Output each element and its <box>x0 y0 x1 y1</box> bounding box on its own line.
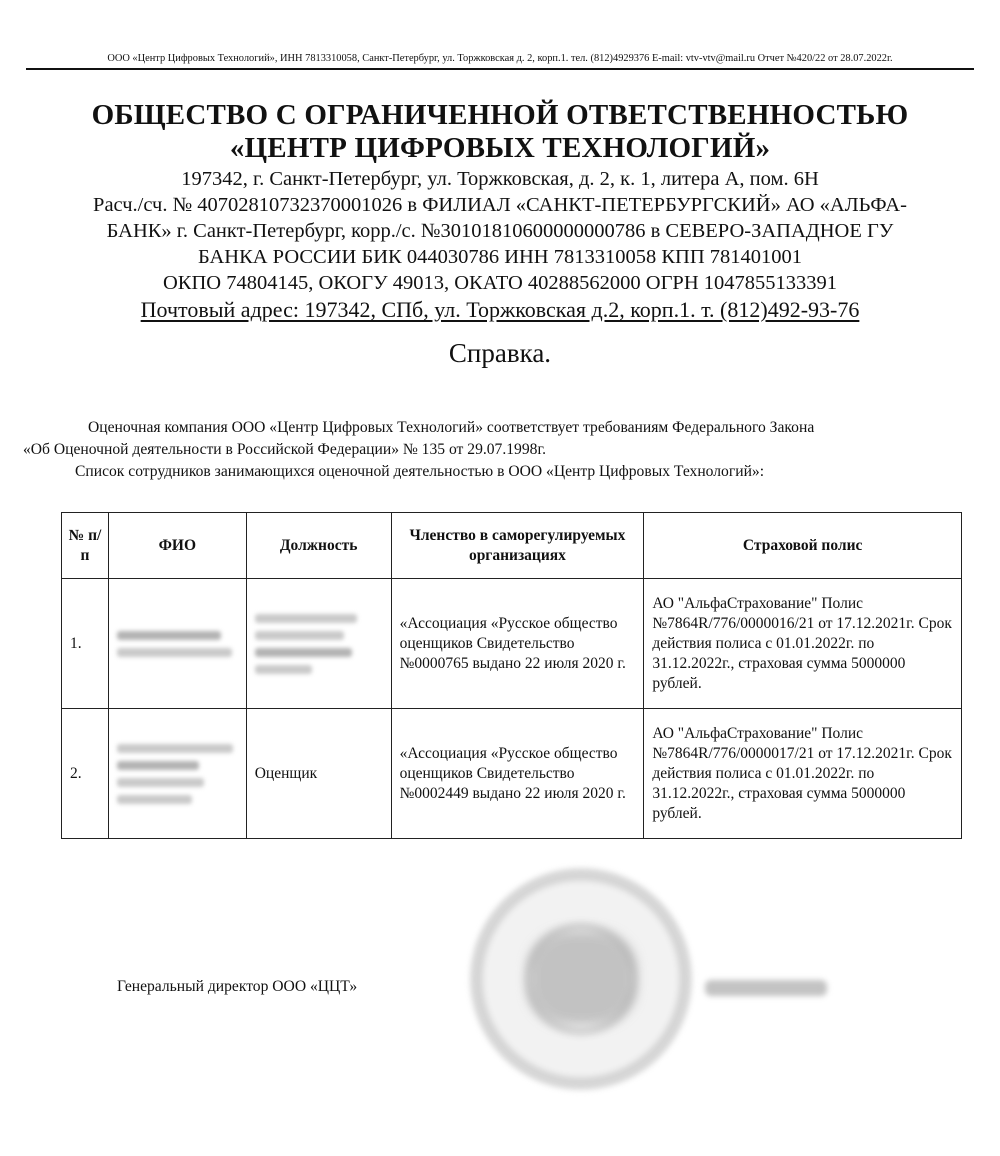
table-row <box>62 579 962 709</box>
membership-cell: «Ассоциация «Русское общество оценщиков Свидетельство №0002449 выдано 22 июля 2020 г. <box>391 709 644 839</box>
insurance-cell: АО "АльфаСтрахование" Полис №7864R/776/0000016/21 от 17.12.2021г. Срок действия полиса с 01.01.2022г. по 31.12.2022г., страховая сумма 5000000 рублей. <box>644 579 962 709</box>
table-row <box>62 709 962 839</box>
membership-cell: «Ассоциация «Русское общество оценщиков Свидетельство №0000765 выдано 22 июля 2020 г. <box>391 579 644 709</box>
letterhead-topline: ООО «Центр Цифровых Технологий», ИНН 7813310058, Санкт-Петербург, ул. Торжковская д. 2, корп.1. тел. (812)4929376 E-mail: vtv-vtv@mail.ru Отчет №420/22 от 28.07.2022г. <box>26 52 974 70</box>
position-cell: Оценщик <box>246 709 391 839</box>
fio-redacted <box>108 579 246 709</box>
seal-center-blurred <box>528 930 636 1026</box>
table-header-row <box>62 513 962 579</box>
row-num: 2. <box>62 709 109 839</box>
director-signature-label: Генеральный директор ООО «ЦЦТ» <box>117 978 358 995</box>
header-fio: ФИО <box>108 513 246 579</box>
header-position: Должность <box>246 513 391 579</box>
postal-address: Почтовый адрес: 197342, СПб, ул. Торжковская д.2, корп.1. т. (812)492-93-76 <box>140 297 860 322</box>
header-num: № п/п <box>62 513 109 579</box>
document-title: Справка. <box>448 338 552 368</box>
company-address: 197342, г. Санкт-Петербург, ул. Торжковская, д. 2, к. 1, литера А, пом. 6Н <box>181 168 819 190</box>
header-insurance: Страховой полис <box>644 513 962 579</box>
fio-redacted <box>108 709 246 839</box>
staff-table <box>61 512 962 839</box>
company-title-line2: «ЦЕНТР ЦИФРОВЫХ ТЕХНОЛОГИЙ» <box>229 132 771 164</box>
bank-account-line: Расч./сч. № 40702810732370001026 в ФИЛИАЛ «САНКТ-ПЕТЕРБУРГСКИЙ» АО «АЛЬФА- <box>93 194 907 216</box>
staff-list-intro: Список сотрудников занимающихся оценочной деятельностью в ООО «Центр Цифровых Технологий»: <box>75 463 765 480</box>
bank-bik-inn-line: БАНКА РОССИИ БИК 044030786 ИНН 7813310058 КПП 781401001 <box>197 246 803 268</box>
row-num: 1. <box>62 579 109 709</box>
insurance-cell: АО "АльфаСтрахование" Полис №7864R/776/0000017/21 от 17.12.2021г. Срок действия полиса с 01.01.2022г. по 31.12.2022г., страховая сумма 5000000 рублей. <box>644 709 962 839</box>
header-membership: Членство в саморегулируемых организациях <box>391 513 644 579</box>
position-redacted <box>246 579 391 709</box>
company-codes-line: ОКПО 74804145, ОКОГУ 49013, ОКАТО 40288562000 ОГРН 1047855133391 <box>163 272 837 294</box>
compliance-statement-line2: «Об Оценочной деятельности в Российской Федерации» № 135 от 29.07.1998г. <box>23 441 546 458</box>
bank-correspondent-line: БАНК» г. Санкт-Петербург, корр./с. №30101810600000000786 в СЕВЕРО-ЗАПАДНОЕ ГУ <box>106 220 894 242</box>
company-title-line1: ОБЩЕСТВО С ОГРАНИЧЕННОЙ ОТВЕТСТВЕННОСТЬЮ <box>91 99 909 131</box>
director-name-redacted <box>705 980 827 996</box>
compliance-statement-line1: Оценочная компания ООО «Центр Цифровых Технологий» соответствует требованиям Федерального Закона <box>88 419 815 436</box>
